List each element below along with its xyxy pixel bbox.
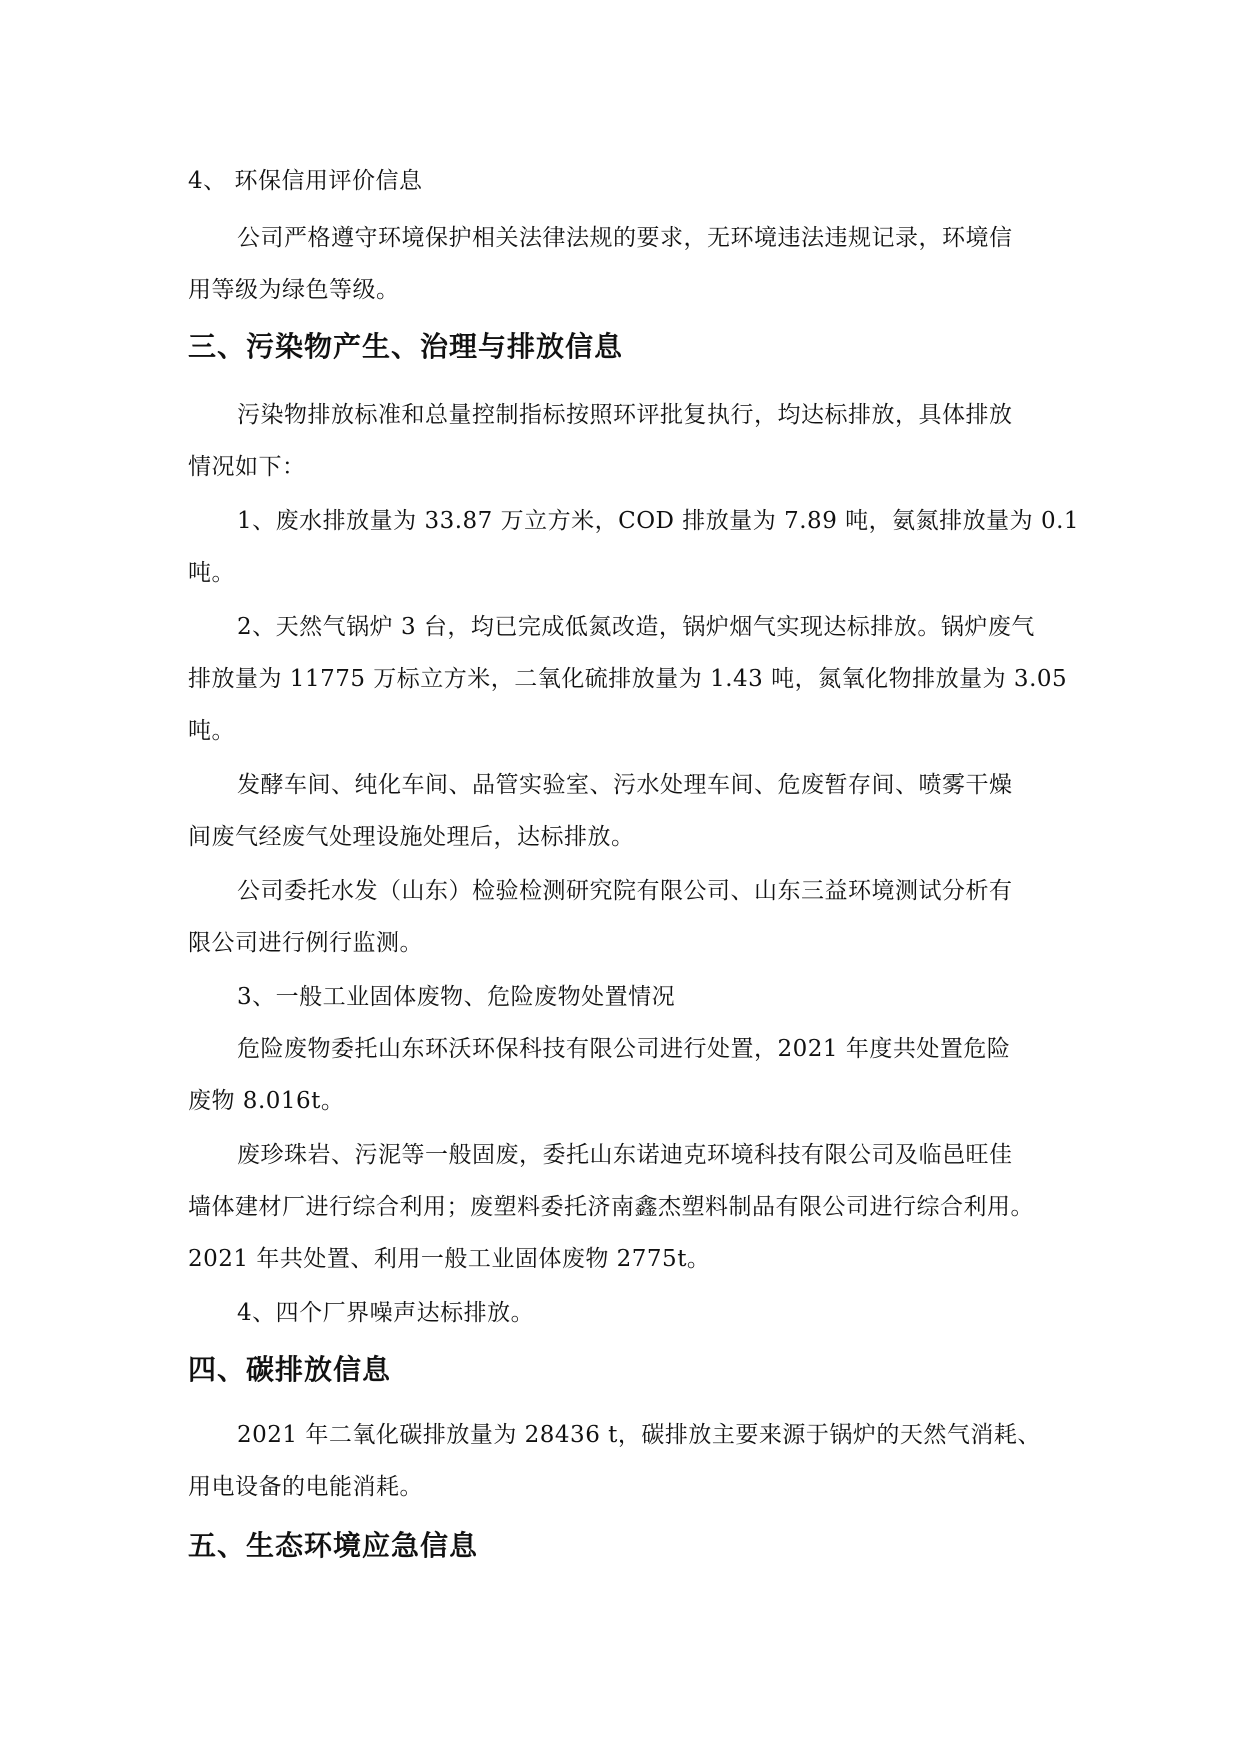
subsection-title-credit: 4、 环保信用评价信息 <box>188 168 423 194</box>
item-boiler-line-1: 2、天然气锅炉 3 台，均已完成低氮改造，锅炉烟气实现达标排放。锅炉废气 <box>237 614 1035 640</box>
item-wastewater-line-1: 1、废水排放量为 33.87 万立方米，COD 排放量为 7.89 吨，氨氮排放量为 0.1 <box>237 508 1080 534</box>
paragraph-general-waste-line-3: 2021 年共处置、利用一般工业固体废物 2775t。 <box>188 1246 711 1272</box>
paragraph-monitoring-line-1: 公司委托水发（山东）检验检测研究院有限公司、山东三益环境测试分析有 <box>237 878 1013 904</box>
section-heading-emergency: 五、生态环境应急信息 <box>188 1529 479 1562</box>
paragraph-monitoring-line-2: 限公司进行例行监测。 <box>188 930 423 956</box>
item-noise: 4、四个厂界噪声达标排放。 <box>237 1300 535 1326</box>
paragraph-carbon-line-1: 2021 年二氧化碳排放量为 28436 t，碳排放主要来源于锅炉的天然气消耗、 <box>237 1422 1041 1448</box>
item-wastewater-line-2: 吨。 <box>188 560 235 586</box>
item-boiler-line-2: 排放量为 11775 万标立方米，二氧化硫排放量为 1.43 吨，氮氧化物排放量为 3.05 <box>188 666 1068 692</box>
item-solid-waste-title: 3、一般工业固体废物、危险废物处置情况 <box>237 984 676 1010</box>
section-heading-carbon: 四、碳排放信息 <box>188 1353 392 1386</box>
paragraph-general-waste-line-1: 废珍珠岩、污泥等一般固废，委托山东诺迪克环境科技有限公司及临邑旺佳 <box>237 1142 1013 1168</box>
item-boiler-line-3: 吨。 <box>188 718 235 744</box>
paragraph-hazardous-line-2: 废物 8.016t。 <box>188 1088 345 1114</box>
paragraph-exhaust-line-2: 间废气经废气处理设施处理后，达标排放。 <box>188 824 635 850</box>
paragraph-intro-line-2: 情况如下： <box>188 454 306 480</box>
paragraph-carbon-line-2: 用电设备的电能消耗。 <box>188 1474 423 1500</box>
section-heading-pollutants: 三、污染物产生、治理与排放信息 <box>188 330 624 363</box>
paragraph-credit-line-1: 公司严格遵守环境保护相关法律法规的要求，无环境违法违规记录，环境信 <box>237 225 1013 251</box>
paragraph-credit-line-2: 用等级为绿色等级。 <box>188 277 400 303</box>
paragraph-intro-line-1: 污染物排放标准和总量控制指标按照环评批复执行，均达标排放，具体排放 <box>237 402 1013 428</box>
paragraph-general-waste-line-2: 墙体建材厂进行综合利用；废塑料委托济南鑫杰塑料制品有限公司进行综合利用。 <box>188 1194 1034 1220</box>
paragraph-exhaust-line-1: 发酵车间、纯化车间、品管实验室、污水处理车间、危废暂存间、喷雾干燥 <box>237 772 1013 798</box>
paragraph-hazardous-line-1: 危险废物委托山东环沃环保科技有限公司进行处置，2021 年度共处置危险 <box>237 1036 1011 1062</box>
